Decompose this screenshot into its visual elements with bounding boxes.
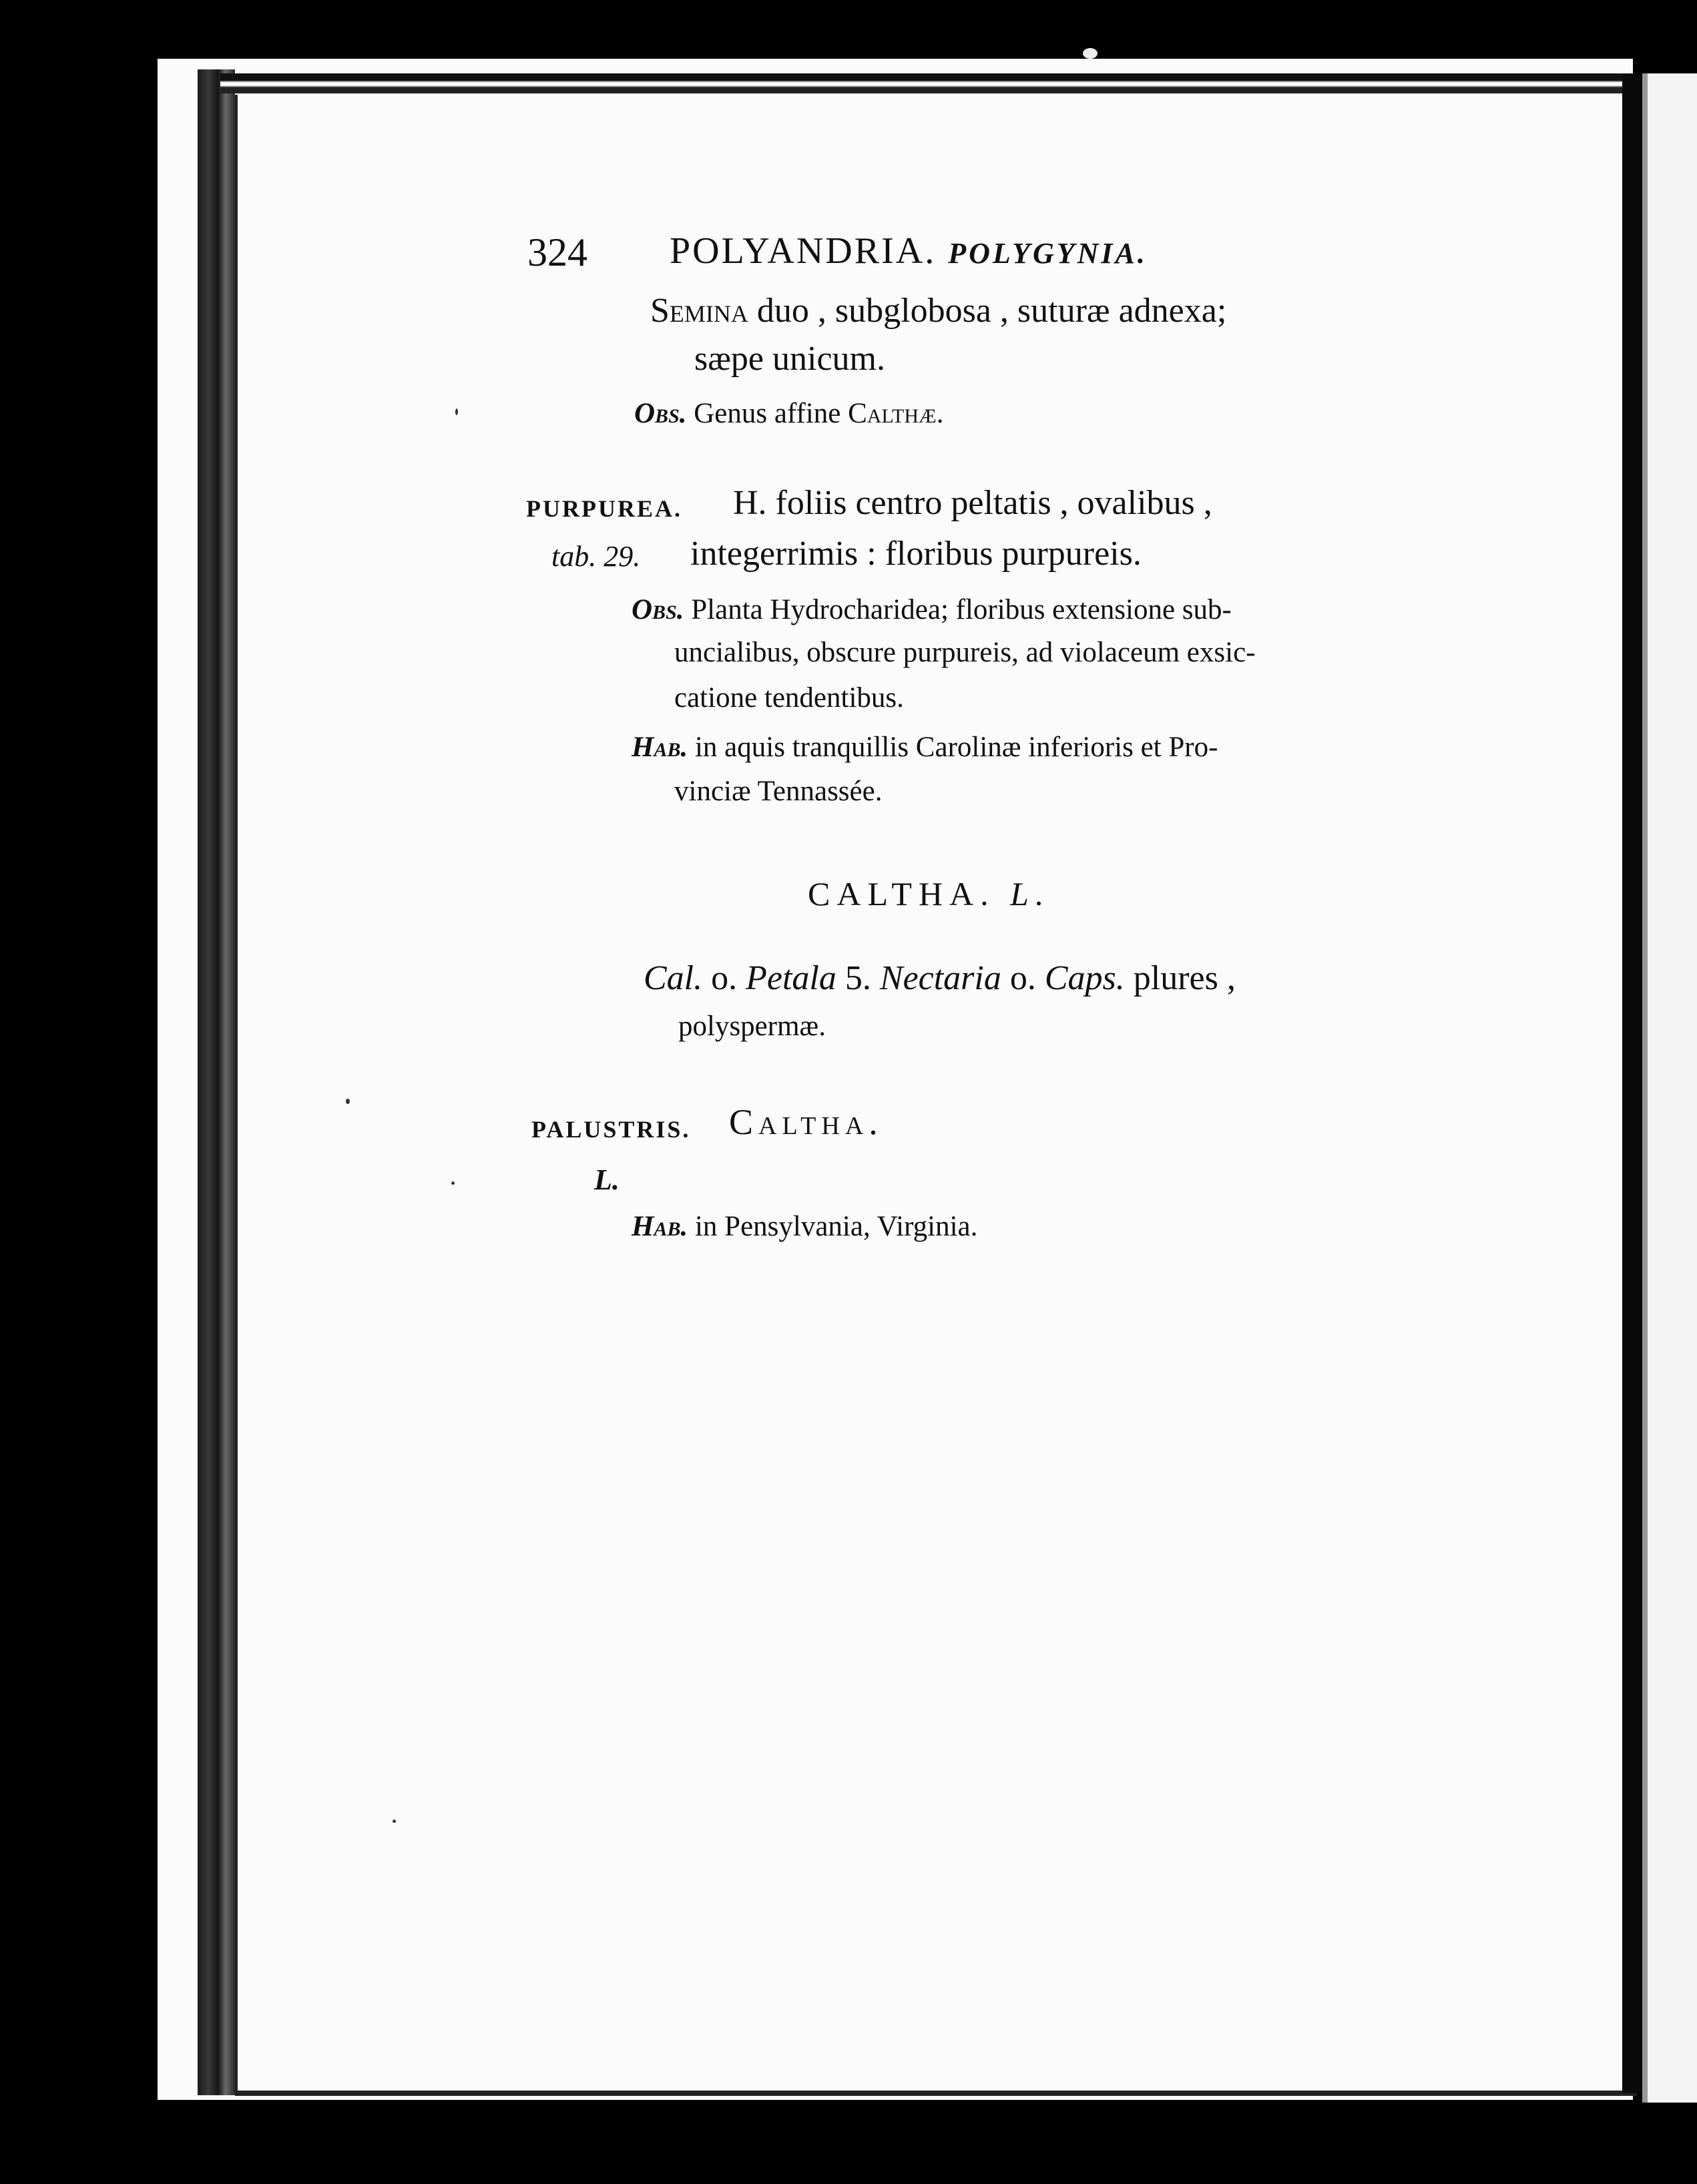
caltha-character-2: polyspermæ. xyxy=(678,1011,826,1042)
char-caps: Caps. xyxy=(1044,959,1125,997)
semina-line-2: sæpe unicum. xyxy=(694,340,885,378)
char-cal-val: o. xyxy=(702,959,746,997)
semina-line-1 xyxy=(650,294,1226,328)
page-bottom-rule xyxy=(235,2091,1637,2096)
semina-label: Semina xyxy=(650,292,748,330)
scan-speck xyxy=(455,408,458,415)
tab-reference: tab. 29. xyxy=(551,540,641,573)
binding-edge xyxy=(198,69,235,2095)
char-nectaria: Nectaria xyxy=(879,959,1001,997)
char-caps-val: plures , xyxy=(1124,959,1236,997)
obs-label: Obs. xyxy=(634,398,687,429)
purpurea-hab-label: Hab. xyxy=(632,732,688,763)
page-top-border xyxy=(220,73,1639,93)
purpurea-obs-1 xyxy=(632,595,1232,624)
page-left-rule xyxy=(235,95,238,2093)
purpurea-hab-1 xyxy=(632,733,1218,762)
species-palustris: PALUSTRIS. xyxy=(531,1116,691,1143)
running-head-order: POLYGYNIA. xyxy=(948,237,1148,270)
purpurea-hab-text: in aquis tranquillis Carolinæ inferioris et Pro- xyxy=(688,732,1218,763)
purpurea-hab-2: vinciæ Tennassée. xyxy=(674,776,883,807)
obs-genus-line xyxy=(634,399,943,428)
genus-heading-author: L. xyxy=(1010,875,1051,912)
facing-page-edge xyxy=(1642,73,1697,2103)
running-head-genus: POLYANDRIA. xyxy=(670,230,937,272)
purpurea-obs-label: Obs. xyxy=(632,594,684,625)
caltha-character-1 xyxy=(644,961,1236,996)
species-purpurea: PURPUREA. xyxy=(526,495,682,522)
scan-speck xyxy=(451,1181,455,1185)
purpurea-obs-3: catione tendentibus. xyxy=(674,682,904,714)
facing-page-shadow xyxy=(1642,73,1648,2103)
scan-speck xyxy=(1083,48,1098,59)
char-cal: Cal. xyxy=(644,959,703,997)
palustris-name: Caltha. xyxy=(729,1102,883,1142)
purpurea-obs-2: uncialibus, obscure purpureis, ad violaceum exsic- xyxy=(674,637,1256,668)
page-sheet xyxy=(158,59,1633,2100)
palustris-hab xyxy=(632,1212,977,1241)
palustris-hab-label: Hab. xyxy=(632,1211,688,1242)
page-right-edge xyxy=(1622,73,1642,2093)
semina-text: duo , subglobosa , suturæ adnexa; xyxy=(748,292,1227,330)
char-petala: Petala xyxy=(746,959,836,997)
palustris-hab-text: in Pensylvania, Virginia. xyxy=(688,1211,978,1242)
scan-speck xyxy=(346,1099,350,1104)
char-nectaria-val: o. xyxy=(1001,959,1045,997)
purpurea-diagnosis-1: H. foliis centro peltatis , ovalibus , xyxy=(733,484,1212,522)
running-head xyxy=(670,232,1148,270)
palustris-author: L. xyxy=(594,1163,620,1196)
purpurea-obs-text: Planta Hydrocharidea; floribus extensione sub- xyxy=(684,594,1232,625)
char-petala-val: 5. xyxy=(836,959,880,997)
scan-speck xyxy=(393,1820,396,1823)
genus-heading-caltha xyxy=(808,877,1050,910)
page-number: 324 xyxy=(527,230,587,274)
purpurea-diagnosis-2: integerrimis : floribus purpureis. xyxy=(690,535,1142,573)
obs-ref: Calthæ. xyxy=(848,398,944,429)
obs-text: Genus affine xyxy=(686,398,848,429)
genus-heading-text: CALTHA. xyxy=(808,875,995,912)
